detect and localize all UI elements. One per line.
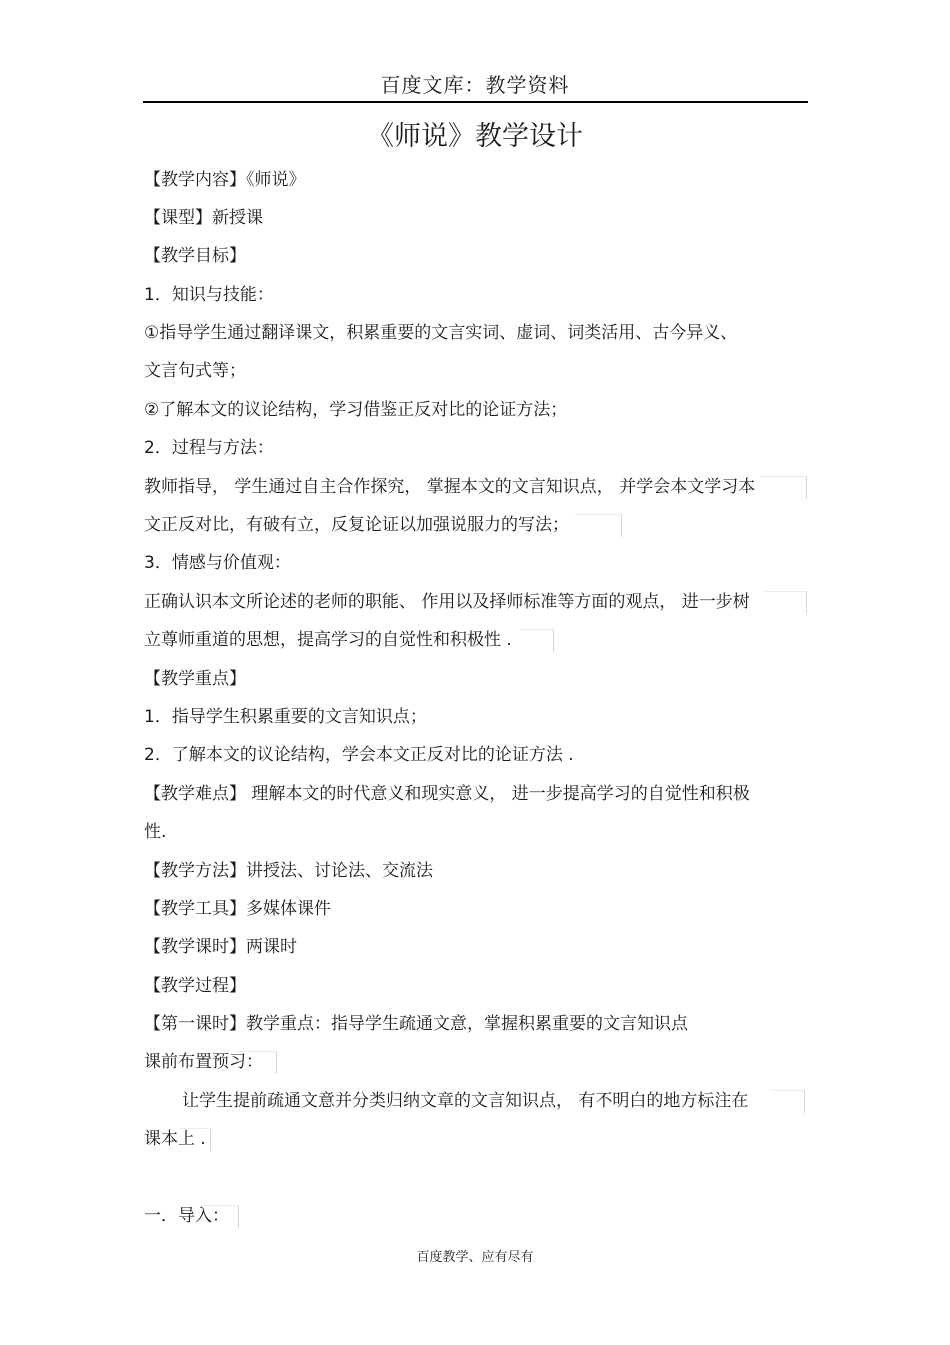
scan-artifact (235, 1051, 277, 1074)
objective-process-heading: 2．过程与方法： (144, 438, 274, 458)
first-lesson-focus: 【第一课时】教学重点：指导学生疏通文意，掌握积累重要的文言知识点 (144, 1014, 688, 1034)
key-point-1: 1．指导学生积累重要的文言知识点； (144, 707, 427, 727)
scan-artifact (200, 1205, 239, 1228)
scan-artifact (180, 1128, 211, 1151)
preview-heading: 课前布置预习： (144, 1052, 263, 1072)
introduction-heading: 一．导入： (144, 1206, 229, 1226)
teaching-content: 【教学内容】《师说》 (144, 170, 306, 190)
objective-knowledge-heading: 1．知识与技能： (144, 285, 274, 305)
section-heading-process: 【教学过程】 (144, 976, 246, 996)
objective-process-text: 教师指导， 学生通过自主合作探究， 掌握本文的文言知识点， 并学会本文学习本 (144, 477, 756, 497)
document-footer: 百度教学、应有尽有 (416, 1250, 534, 1265)
objective-values-heading: 3．情感与价值观： (144, 553, 291, 573)
document-title: 《师说》教学设计 (367, 121, 583, 152)
scan-artifact (765, 591, 807, 614)
preview-text-cont: 课本上 . (144, 1129, 206, 1149)
header-rule (143, 101, 808, 103)
preview-text: 让学生提前疏通文意并分类归纳文章的文言知识点， 有不明白的地方标注在 (182, 1091, 749, 1111)
scan-artifact (770, 1090, 805, 1113)
objective-values-text: 正确认识本文所论述的老师的职能、 作用以及择师标准等方面的观点， 进一步树 (144, 592, 750, 612)
difficult-points: 【教学难点】 理解本文的时代意义和现实意义， 进一步提高学习的自觉性和积极 (144, 784, 750, 804)
objective-values-text-cont: 立尊师重道的思想，提高学习的自觉性和积极性 . (144, 630, 512, 650)
objective-knowledge-item-1: ①指导学生通过翻译课文，积累重要的文言实词、虚词、词类活用、古今异义、 (144, 323, 738, 343)
scan-artifact (760, 476, 807, 499)
section-heading-objectives: 【教学目标】 (144, 246, 246, 266)
difficult-points-cont: 性. (144, 822, 167, 842)
objective-process-text-cont: 文正反对比，有破有立，反复论证以加强说服力的写法； (144, 515, 569, 535)
teaching-methods: 【教学方法】讲授法、讨论法、交流法 (144, 861, 433, 881)
objective-knowledge-item-2: ②了解本文的议论结构，学习借鉴正反对比的论证方法； (144, 400, 568, 420)
key-point-2: 2．了解本文的议论结构，学会本文正反对比的论证方法 . (144, 745, 574, 765)
class-hours: 【教学课时】两课时 (144, 937, 297, 957)
section-heading-key-points: 【教学重点】 (144, 669, 246, 689)
lesson-type: 【课型】新授课 (144, 208, 263, 228)
objective-knowledge-item-1-cont: 文言句式等； (144, 361, 246, 381)
scan-artifact (520, 629, 554, 652)
teaching-tools: 【教学工具】多媒体课件 (144, 899, 331, 919)
scan-artifact (575, 514, 622, 537)
document-header: 百度文库：教学资料 (380, 73, 570, 97)
